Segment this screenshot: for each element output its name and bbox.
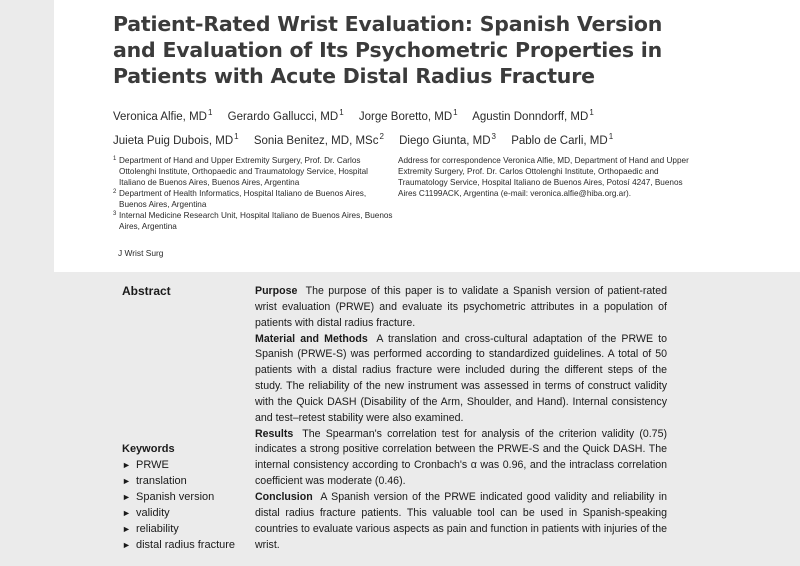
author <box>472 108 594 123</box>
abstract-body <box>255 284 667 553</box>
abstract-section-purpose <box>255 284 667 332</box>
author <box>113 131 239 147</box>
affiliation-list <box>113 155 393 232</box>
author <box>358 108 458 123</box>
author-affil-marker: 1 <box>453 108 458 117</box>
keyword-item <box>122 505 235 521</box>
author <box>227 108 344 123</box>
affiliation-text: Department of Hand and Upper Extremity Surgery, Prof. Dr. Carlos Ottolenghi Institute, Orthopaedic and Traumatology Service, Hospital Italiano de Buenos Aires, Buenos Aires, Argentina <box>119 156 368 187</box>
abstract-section-conclusion <box>255 490 667 553</box>
title-line: and Evaluation of Its Psychometric Properties in <box>113 38 662 62</box>
keywords-list <box>122 457 235 553</box>
author <box>253 131 384 147</box>
affiliation-text: Internal Medicine Research Unit, Hospital Italiano de Buenos Aires, Buenos Aires, Argentina <box>119 211 393 231</box>
abstract-section-methods <box>255 332 667 427</box>
article-title <box>113 11 673 89</box>
affiliation-marker: 1 <box>113 156 117 162</box>
title-line: Patients with Acute Distal Radius Fracture <box>113 64 595 88</box>
keyword-item <box>122 537 235 553</box>
affiliation <box>113 155 393 188</box>
section-heading: Material and Methods <box>255 332 368 345</box>
affiliation-text: Department of Health Informatics, Hospital Italiano de Buenos Aires, Buenos Aires, Argentina <box>119 189 367 209</box>
keyword-text: Spanish version <box>136 491 215 503</box>
author-affil-marker: 1 <box>339 108 344 117</box>
author-affil-marker: 1 <box>589 108 594 117</box>
keyword-text: reliability <box>136 523 179 535</box>
keyword-item <box>122 473 235 489</box>
author-affil-marker: 3 <box>491 131 496 141</box>
correspondence-address: Address for correspondence Veronica Alfie, MD, Department of Hand and Upper Extremity Surgery, Prof. Dr. Carlos Ottolenghi Institute, Orthopaedic and Traumatology Service, Hospital Italiano de Buenos Aires, Potosí 4247, Buenos Aires C1199ACK, Argentina (e-mail: veronica.alfie@hiba.org.ar). <box>398 156 689 198</box>
author <box>399 131 496 147</box>
bullet-arrow-icon: ► <box>122 476 131 486</box>
bullet-arrow-icon: ► <box>122 508 131 518</box>
author <box>113 108 213 123</box>
affiliation-marker: 3 <box>113 211 117 217</box>
affiliation <box>113 188 393 210</box>
section-text: A translation and cross-cultural adaptation of the PRWE to Spanish (PRWE-S) was performed according to standardized guidelines. A total of 50 patients with a distal radius fracture were included during the different steps of the study. The reliability of the new instrument was assessed in terms of construct validity with the Quick DASH (Disability of the Arm, Shoulder, and Hand). Internal consistency and test–retest stability were also examined. <box>255 332 668 424</box>
section-heading: Purpose <box>255 285 298 297</box>
section-heading: Conclusion <box>255 490 313 503</box>
keyword-text: validity <box>136 507 170 519</box>
keywords-heading: Keywords <box>122 443 175 455</box>
author <box>511 131 614 147</box>
section-heading: Results <box>255 427 294 440</box>
author-name: Jorge Boretto, MD <box>358 110 453 123</box>
keywords-section <box>122 441 235 553</box>
keyword-text: PRWE <box>136 459 169 471</box>
bullet-arrow-icon: ► <box>122 540 131 550</box>
abstract-section-results <box>255 427 667 490</box>
author-name: Gerardo Gallucci, MD <box>227 110 339 123</box>
author-list <box>113 103 713 151</box>
keyword-text: translation <box>136 475 187 487</box>
author-name: Agustin Donndorff, MD <box>472 110 589 123</box>
bullet-arrow-icon: ► <box>122 524 131 534</box>
section-text: A Spanish version of the PRWE indicated good validity and reliability in distal radius fracture patients. This valuable tool can be used in Spanish-speaking countries to evaluate various aspects as pain and function in patients with injuries of the wrist. <box>255 490 668 551</box>
author-name: Juieta Puig Dubois, MD <box>113 134 234 147</box>
author-line <box>113 103 713 127</box>
section-text: The purpose of this paper is to validate a Spanish version of patient-rated wrist evaluation (PRWE) and evaluate its psychometric attributes in a population of patients with distal radius fracture. <box>255 285 667 329</box>
author-name: Sonia Benitez, MD, MSc <box>253 134 379 147</box>
keyword-item <box>122 489 235 505</box>
section-text: The Spearman's correlation test for analysis of the criterion validity (0.75) indicates a strong positive correlation between the PRWE-S and the Quick DASH. The internal consistency according to Cronbach's α was 0.96, and the intraclass correlation coefficient was moderate (0.46). <box>255 427 667 488</box>
author-affil-marker: 2 <box>379 131 384 141</box>
bullet-arrow-icon: ► <box>122 492 131 502</box>
affiliation-marker: 2 <box>113 189 117 195</box>
keyword-text: distal radius fracture <box>136 539 236 551</box>
author-name: Diego Giunta, MD <box>399 134 491 147</box>
bullet-arrow-icon: ► <box>122 460 131 470</box>
author-line <box>113 127 713 151</box>
author-affil-marker: 1 <box>234 131 239 141</box>
keyword-item <box>122 521 235 537</box>
author-affil-marker: 1 <box>207 108 213 117</box>
author-name: Veronica Alfie, MD <box>113 110 207 123</box>
title-line: Patient-Rated Wrist Evaluation: Spanish Version <box>113 12 663 36</box>
author-affil-marker: 1 <box>608 131 614 141</box>
author-name: Pablo de Carli, MD <box>511 134 608 147</box>
affiliation <box>113 210 393 232</box>
keyword-item <box>122 457 235 473</box>
journal-name: J Wrist Surg <box>118 248 164 258</box>
abstract-heading: Abstract <box>122 284 171 298</box>
